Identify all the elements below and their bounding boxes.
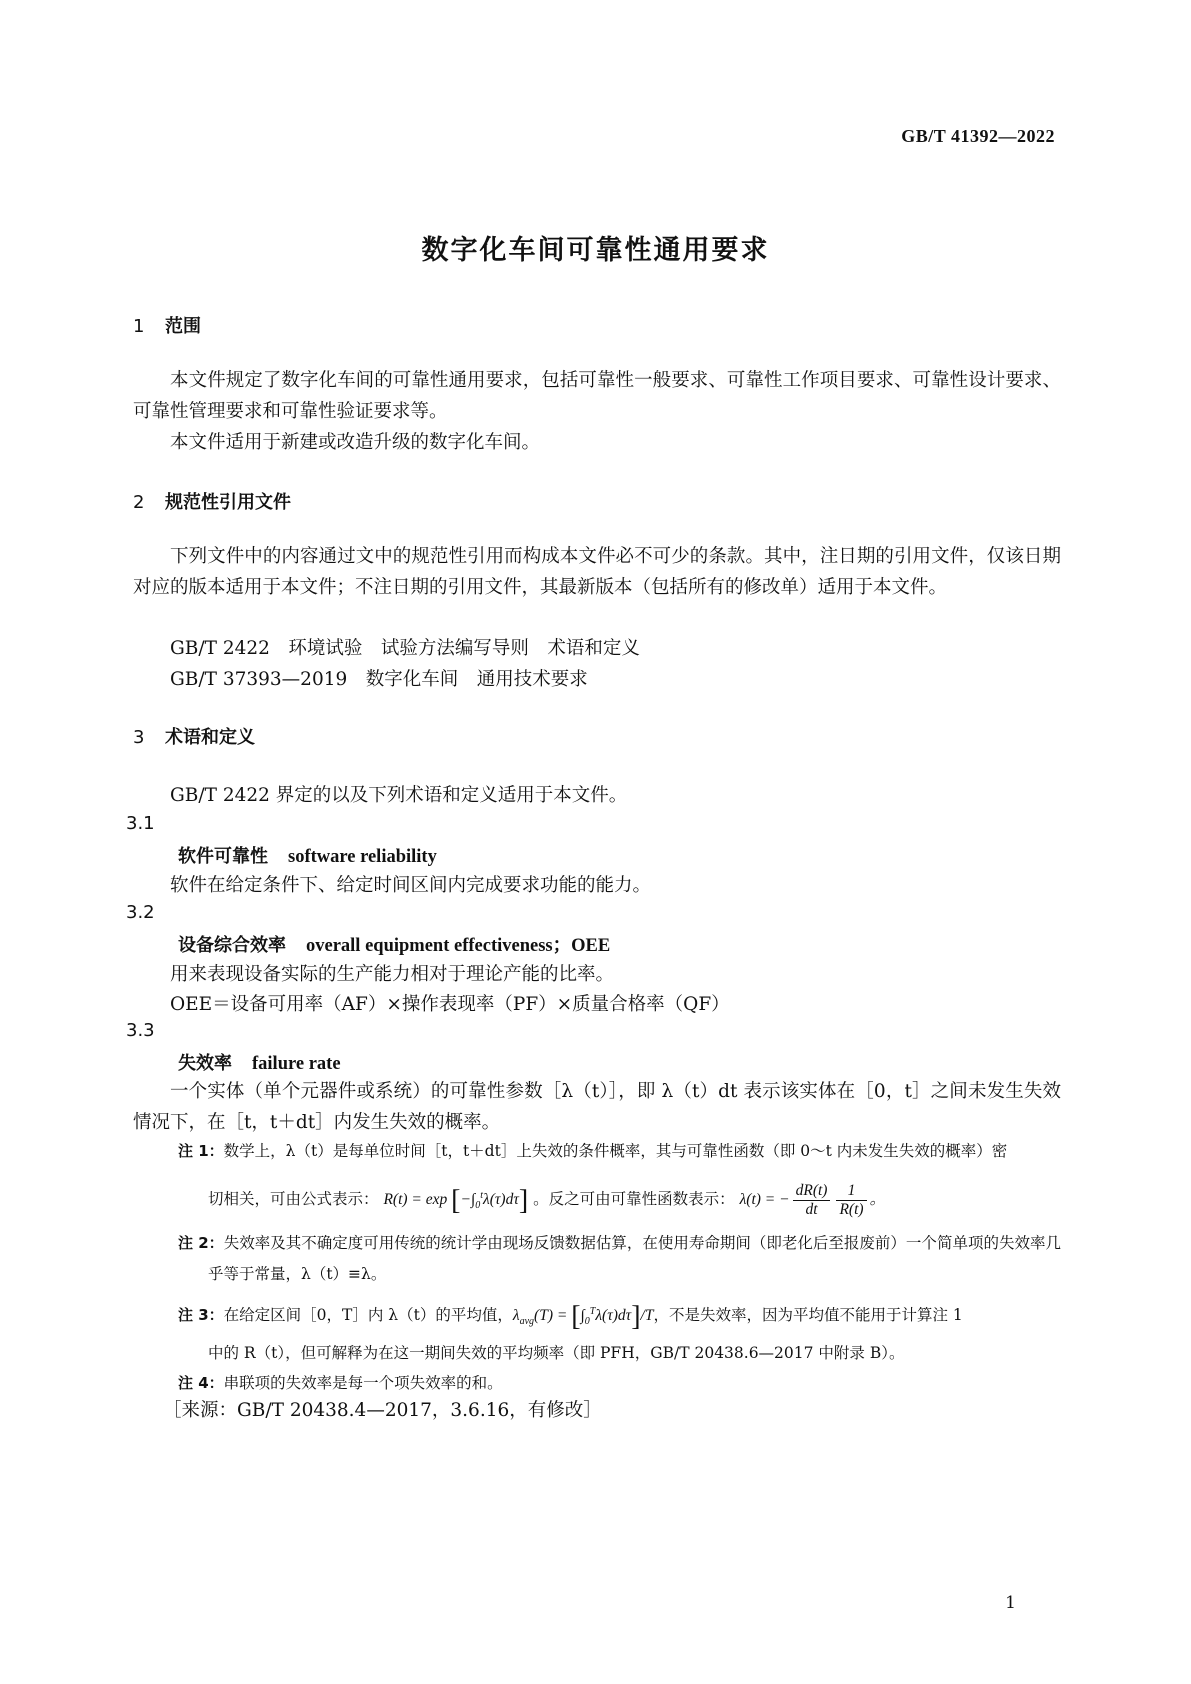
note-text: ，不是失效率，因为平均值不能用于计算注 1 xyxy=(653,1306,963,1325)
note-4 xyxy=(178,1368,1061,1399)
note-3-line-1 xyxy=(178,1296,1061,1337)
term-number: 3.2 xyxy=(126,902,155,923)
section-3-intro: GB/T 2422 界定的以及下列术语和定义适用于本文件。 xyxy=(170,785,628,806)
note-label: 注 4： xyxy=(178,1374,224,1392)
section-1-paragraph-1: 本文件规定了数字化车间的可靠性通用要求，包括可靠性一般要求、可靠性工作项目要求、可靠性设计要求、可靠性管理要求和可靠性验证要求等。 xyxy=(133,370,1061,422)
reference-item: GB/T 37393—2019 数字化车间 通用技术要求 xyxy=(170,669,588,690)
term-number: 3.3 xyxy=(126,1020,155,1041)
section-1-heading xyxy=(133,312,201,338)
standard-code: GB/T 41392—2022 xyxy=(901,126,1055,146)
term-cn: 设备综合效率 xyxy=(178,935,286,956)
term-cn: 软件可靠性 xyxy=(178,846,268,867)
section-number: 1 xyxy=(133,316,145,337)
note-text: 数学上，λ（t）是每单位时间［t，t＋dt］上失效的条件概率，其与可靠性函数（即 0～t 内未发生失效的概率）密 xyxy=(223,1142,1008,1160)
term-en: overall equipment effectiveness；OEE xyxy=(306,936,611,956)
section-title: 规范性引用文件 xyxy=(165,492,291,513)
document-title: 数字化车间可靠性通用要求 xyxy=(421,235,770,266)
note-text: 串联项的失效率是每一个项失效率的和。 xyxy=(223,1374,503,1392)
section-1-paragraph-2: 本文件适用于新建或改造升级的数字化车间。 xyxy=(170,432,541,453)
term-en: failure rate xyxy=(252,1054,341,1074)
source-citation: ［来源：GB/T 20438.4—2017，3.6.16，有修改］ xyxy=(163,1400,602,1421)
term-heading xyxy=(178,1049,341,1075)
term-definition: 一个实体（单个元器件或系统）的可靠性参数［λ（t）］，即 λ（t）dt 表示该实体在［0，t］之间未发生失效情况下，在［t，t＋dt］内发生失效的概率。 xyxy=(133,1081,1061,1133)
note-2 xyxy=(178,1228,1061,1290)
section-number: 3 xyxy=(133,727,145,748)
note-1-line-1 xyxy=(178,1136,1061,1167)
reliability-formula: $R(t) = \exp [-\int_0^t\lambda(\tau)d\tau]$ xyxy=(383,1185,529,1217)
note-text: 失效率及其不确定度可用传统的统计学由现场反馈数据估算，在使用寿命期间（即老化后至报废前）一个简单项的失效率几乎等于常量，λ（t）≡λ。 xyxy=(208,1234,1061,1283)
term-en: software reliability xyxy=(288,847,437,867)
reference-item: GB/T 2422 环境试验 试验方法编写导则 术语和定义 xyxy=(170,638,640,659)
note-text: 。反之可由可靠性函数表示： xyxy=(533,1190,735,1209)
term-heading xyxy=(178,842,437,868)
term-definition: 软件在给定条件下、给定时间区间内完成要求功能的能力。 xyxy=(170,875,652,896)
section-title: 术语和定义 xyxy=(165,727,255,748)
page-number: 1 xyxy=(1005,1593,1016,1613)
section-title: 范围 xyxy=(165,316,201,337)
section-3-heading xyxy=(133,723,255,749)
term-definition: 用来表现设备实际的生产能力相对于理论产能的比率。 xyxy=(170,964,615,985)
note-label: 注 1： xyxy=(178,1142,224,1160)
term-cn: 失效率 xyxy=(178,1053,232,1074)
failure-rate-formula: λ(t) = − $\frac{dR(t)}{dt}$ $\frac{1}{R(t)}$ 。 xyxy=(739,1182,886,1219)
note-label: 注 2： xyxy=(178,1234,224,1252)
term-heading xyxy=(178,931,610,957)
section-number: 2 xyxy=(133,492,145,513)
note-label: 注 3： xyxy=(178,1306,224,1325)
section-2-heading xyxy=(133,488,291,514)
note-text: 在给定区间［0，T］内 λ（t）的平均值， xyxy=(223,1306,513,1325)
note-text: 切相关，可由公式表示： xyxy=(208,1190,379,1209)
oee-formula: OEE＝设备可用率（AF）×操作表现率（PF）×质量合格率（QF） xyxy=(170,994,730,1015)
term-number: 3.1 xyxy=(126,813,155,834)
section-2-paragraph-1: 下列文件中的内容通过文中的规范性引用而构成本文件必不可少的条款。其中，注日期的引用文件，仅该日期对应的版本适用于本文件；不注日期的引用文件，其最新版本（包括所有的修改单）适用于本文件。 xyxy=(133,546,1061,598)
note-3-line-2: 中的 R（t），但可解释为在这一期间失效的平均频率（即 PFH，GB/T 20438.6—2017 中附录 B）。 xyxy=(208,1344,905,1362)
note-1-line-2 xyxy=(208,1180,1058,1221)
average-failure-rate-formula: $\lambda_{avg}(T) = [\int_0^T\lambda(\tau)d\tau]/T$ xyxy=(512,1301,654,1333)
